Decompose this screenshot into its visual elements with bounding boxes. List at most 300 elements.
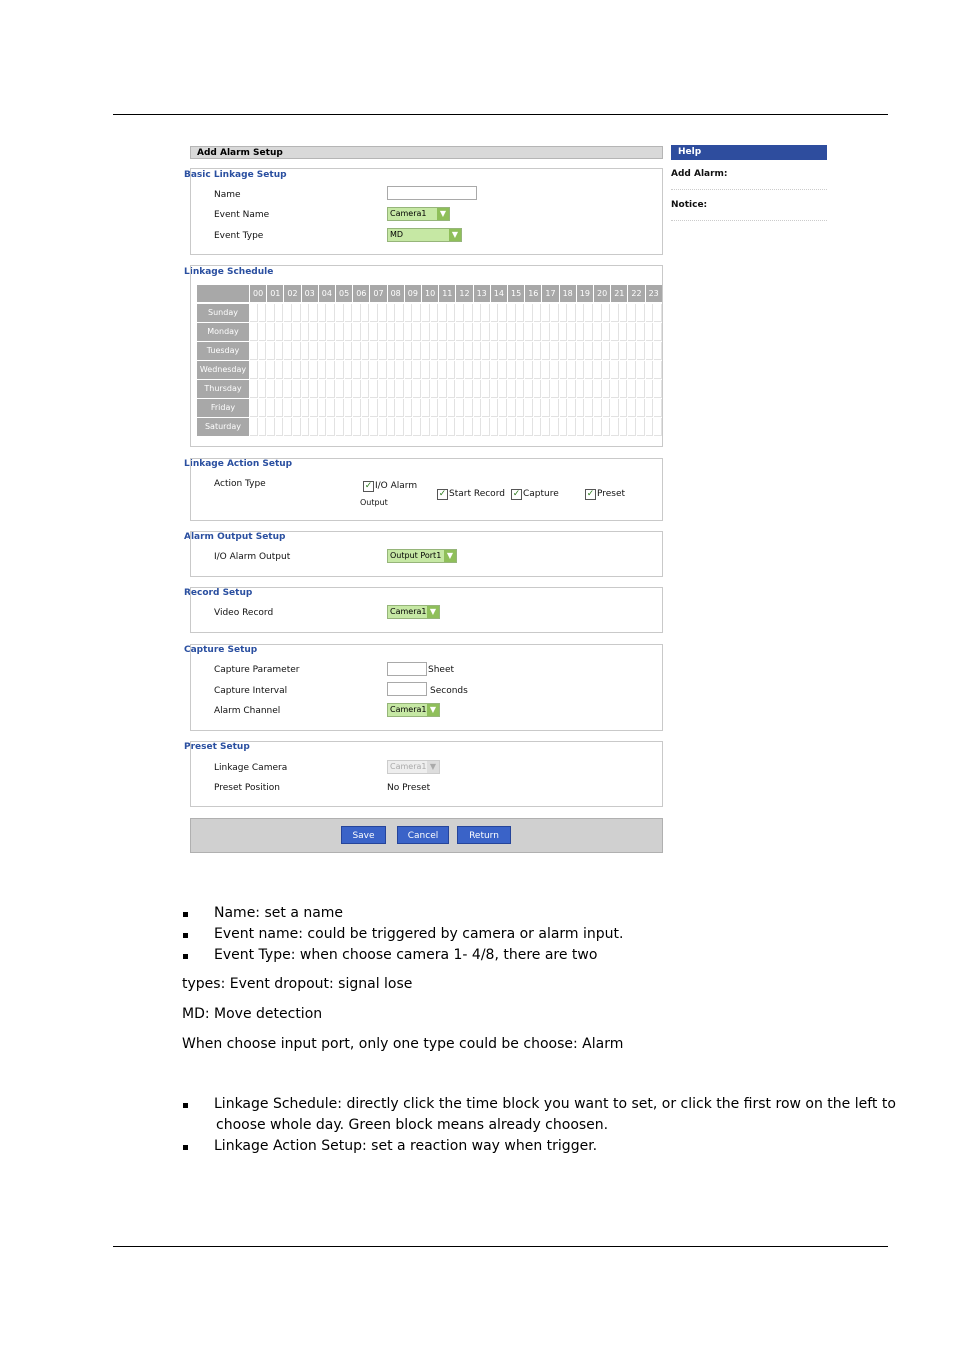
schedule-slot[interactable]	[646, 361, 654, 379]
schedule-slot[interactable]	[491, 323, 499, 341]
schedule-slot[interactable]	[542, 399, 550, 417]
cancel-button[interactable]: Cancel	[397, 826, 449, 844]
schedule-slot[interactable]	[611, 418, 619, 436]
schedule-slot[interactable]	[534, 342, 542, 360]
schedule-hour-header[interactable]: 01	[267, 285, 283, 302]
schedule-slot[interactable]	[405, 361, 413, 379]
schedule-slot[interactable]	[577, 323, 585, 341]
schedule-slot[interactable]	[603, 399, 611, 417]
schedule-slot[interactable]	[302, 304, 310, 322]
schedule-slot[interactable]	[250, 418, 258, 436]
schedule-slot[interactable]	[499, 323, 507, 341]
schedule-hour-header[interactable]: 17	[542, 285, 558, 302]
schedule-slot[interactable]	[293, 361, 301, 379]
schedule-slot[interactable]	[422, 380, 430, 398]
schedule-slot[interactable]	[551, 361, 559, 379]
schedule-slot[interactable]	[388, 361, 396, 379]
schedule-slot[interactable]	[448, 342, 456, 360]
schedule-slot[interactable]	[345, 304, 353, 322]
schedule-slot[interactable]	[465, 361, 473, 379]
schedule-slot[interactable]	[388, 380, 396, 398]
schedule-slot[interactable]	[517, 380, 525, 398]
schedule-slot[interactable]	[353, 380, 361, 398]
schedule-slot[interactable]	[250, 342, 258, 360]
schedule-slot[interactable]	[379, 342, 387, 360]
schedule-slot[interactable]	[542, 304, 550, 322]
schedule-hour-header[interactable]: 04	[319, 285, 335, 302]
schedule-slot[interactable]	[310, 380, 318, 398]
schedule-slot[interactable]	[284, 399, 292, 417]
schedule-slot[interactable]	[448, 380, 456, 398]
schedule-slot[interactable]	[293, 399, 301, 417]
schedule-slot[interactable]	[370, 342, 378, 360]
schedule-slot[interactable]	[474, 380, 482, 398]
schedule-slot[interactable]	[603, 323, 611, 341]
schedule-slot[interactable]	[508, 399, 516, 417]
schedule-slot[interactable]	[439, 304, 447, 322]
schedule-slot[interactable]	[560, 380, 568, 398]
schedule-slot[interactable]	[327, 304, 335, 322]
schedule-slot[interactable]	[525, 418, 533, 436]
schedule-slot[interactable]	[405, 323, 413, 341]
schedule-slot[interactable]	[319, 342, 327, 360]
schedule-slot[interactable]	[603, 418, 611, 436]
schedule-slot[interactable]	[388, 323, 396, 341]
schedule-slot[interactable]	[370, 361, 378, 379]
schedule-slot[interactable]	[284, 361, 292, 379]
schedule-day-wednesday[interactable]: Wednesday	[197, 361, 249, 379]
schedule-slot[interactable]	[396, 304, 404, 322]
schedule-slot[interactable]	[327, 342, 335, 360]
schedule-slot[interactable]	[525, 399, 533, 417]
schedule-slot[interactable]	[474, 323, 482, 341]
schedule-slot[interactable]	[276, 418, 284, 436]
schedule-slot[interactable]	[517, 304, 525, 322]
schedule-slot[interactable]	[482, 342, 490, 360]
schedule-slot[interactable]	[603, 361, 611, 379]
schedule-slot[interactable]	[628, 380, 636, 398]
schedule-slot[interactable]	[310, 418, 318, 436]
schedule-slot[interactable]	[379, 418, 387, 436]
io-alarm-output-select[interactable]	[387, 549, 457, 563]
schedule-slot[interactable]	[646, 323, 654, 341]
schedule-slot[interactable]	[499, 361, 507, 379]
schedule-slot[interactable]	[345, 323, 353, 341]
schedule-slot[interactable]	[542, 323, 550, 341]
schedule-slot[interactable]	[551, 323, 559, 341]
schedule-slot[interactable]	[405, 399, 413, 417]
schedule-hour-header[interactable]: 13	[474, 285, 490, 302]
schedule-slot[interactable]	[637, 380, 645, 398]
schedule-slot[interactable]	[276, 361, 284, 379]
schedule-slot[interactable]	[302, 323, 310, 341]
schedule-slot[interactable]	[542, 361, 550, 379]
schedule-slot[interactable]	[284, 323, 292, 341]
schedule-slot[interactable]	[585, 304, 593, 322]
schedule-slot[interactable]	[465, 323, 473, 341]
schedule-slot[interactable]	[646, 399, 654, 417]
schedule-slot[interactable]	[413, 342, 421, 360]
schedule-hour-header[interactable]: 22	[628, 285, 644, 302]
schedule-slot[interactable]	[491, 380, 499, 398]
schedule-slot[interactable]	[585, 380, 593, 398]
schedule-slot[interactable]	[654, 304, 662, 322]
schedule-slot[interactable]	[525, 304, 533, 322]
schedule-slot[interactable]	[585, 399, 593, 417]
schedule-day-sunday[interactable]: Sunday	[197, 304, 249, 322]
schedule-slot[interactable]	[259, 304, 267, 322]
schedule-slot[interactable]	[534, 399, 542, 417]
schedule-slot[interactable]	[413, 304, 421, 322]
schedule-slot[interactable]	[654, 342, 662, 360]
schedule-slot[interactable]	[293, 342, 301, 360]
schedule-slot[interactable]	[456, 399, 464, 417]
schedule-slot[interactable]	[302, 380, 310, 398]
schedule-slot[interactable]	[293, 323, 301, 341]
schedule-slot[interactable]	[620, 399, 628, 417]
schedule-slot[interactable]	[482, 304, 490, 322]
schedule-slot[interactable]	[327, 323, 335, 341]
schedule-slot[interactable]	[379, 361, 387, 379]
schedule-slot[interactable]	[568, 380, 576, 398]
schedule-slot[interactable]	[276, 399, 284, 417]
schedule-slot[interactable]	[542, 418, 550, 436]
schedule-slot[interactable]	[542, 380, 550, 398]
schedule-slot[interactable]	[646, 380, 654, 398]
schedule-slot[interactable]	[628, 361, 636, 379]
schedule-slot[interactable]	[499, 418, 507, 436]
schedule-slot[interactable]	[611, 380, 619, 398]
schedule-slot[interactable]	[293, 418, 301, 436]
schedule-slot[interactable]	[465, 380, 473, 398]
schedule-slot[interactable]	[336, 380, 344, 398]
schedule-slot[interactable]	[620, 361, 628, 379]
schedule-slot[interactable]	[345, 418, 353, 436]
schedule-slot[interactable]	[370, 323, 378, 341]
schedule-hour-header[interactable]: 18	[560, 285, 576, 302]
schedule-slot[interactable]	[560, 361, 568, 379]
schedule-slot[interactable]	[568, 399, 576, 417]
schedule-slot[interactable]	[474, 304, 482, 322]
schedule-hour-header[interactable]: 14	[491, 285, 507, 302]
schedule-slot[interactable]	[568, 304, 576, 322]
schedule-slot[interactable]	[585, 342, 593, 360]
schedule-slot[interactable]	[482, 380, 490, 398]
schedule-slot[interactable]	[422, 418, 430, 436]
schedule-slot[interactable]	[482, 399, 490, 417]
schedule-slot[interactable]	[456, 323, 464, 341]
schedule-slot[interactable]	[628, 418, 636, 436]
schedule-slot[interactable]	[267, 361, 275, 379]
schedule-slot[interactable]	[362, 361, 370, 379]
schedule-slot[interactable]	[396, 380, 404, 398]
schedule-slot[interactable]	[482, 418, 490, 436]
schedule-slot[interactable]	[577, 361, 585, 379]
schedule-slot[interactable]	[508, 361, 516, 379]
schedule-slot[interactable]	[594, 380, 602, 398]
schedule-slot[interactable]	[396, 399, 404, 417]
schedule-slot[interactable]	[654, 323, 662, 341]
schedule-slot[interactable]	[611, 399, 619, 417]
schedule-slot[interactable]	[267, 342, 275, 360]
schedule-slot[interactable]	[379, 380, 387, 398]
schedule-slot[interactable]	[508, 304, 516, 322]
schedule-slot[interactable]	[585, 361, 593, 379]
event-type-select[interactable]	[387, 228, 462, 242]
schedule-slot[interactable]	[405, 380, 413, 398]
schedule-slot[interactable]	[405, 418, 413, 436]
schedule-slot[interactable]	[517, 323, 525, 341]
capture-checkbox[interactable]: ✓	[512, 489, 521, 499]
schedule-slot[interactable]	[525, 323, 533, 341]
schedule-slot[interactable]	[259, 361, 267, 379]
schedule-slot[interactable]	[611, 304, 619, 322]
schedule-day-tuesday[interactable]: Tuesday	[197, 342, 249, 360]
schedule-slot[interactable]	[594, 399, 602, 417]
schedule-hour-header[interactable]: 03	[302, 285, 318, 302]
schedule-slot[interactable]	[405, 304, 413, 322]
schedule-slot[interactable]	[646, 418, 654, 436]
schedule-slot[interactable]	[560, 399, 568, 417]
schedule-slot[interactable]	[379, 323, 387, 341]
schedule-slot[interactable]	[250, 380, 258, 398]
schedule-slot[interactable]	[310, 323, 318, 341]
schedule-hour-header[interactable]: 16	[525, 285, 541, 302]
schedule-slot[interactable]	[439, 399, 447, 417]
schedule-slot[interactable]	[620, 323, 628, 341]
schedule-slot[interactable]	[362, 418, 370, 436]
video-record-select[interactable]	[387, 605, 440, 619]
capture-param-input[interactable]	[387, 662, 427, 676]
schedule-hour-header[interactable]: 12	[456, 285, 472, 302]
schedule-slot[interactable]	[362, 399, 370, 417]
schedule-slot[interactable]	[353, 361, 361, 379]
schedule-slot[interactable]	[362, 342, 370, 360]
schedule-slot[interactable]	[319, 304, 327, 322]
schedule-hour-header[interactable]: 07	[370, 285, 386, 302]
schedule-slot[interactable]	[465, 342, 473, 360]
schedule-slot[interactable]	[465, 399, 473, 417]
schedule-slot[interactable]	[637, 399, 645, 417]
io-alarm-checkbox[interactable]: ✓	[364, 481, 373, 491]
schedule-slot[interactable]	[456, 380, 464, 398]
schedule-slot[interactable]	[499, 380, 507, 398]
schedule-slot[interactable]	[620, 342, 628, 360]
schedule-slot[interactable]	[628, 342, 636, 360]
schedule-slot[interactable]	[508, 323, 516, 341]
schedule-slot[interactable]	[259, 323, 267, 341]
schedule-slot[interactable]	[422, 342, 430, 360]
schedule-slot[interactable]	[517, 399, 525, 417]
schedule-slot[interactable]	[439, 361, 447, 379]
schedule-slot[interactable]	[396, 361, 404, 379]
schedule-slot[interactable]	[465, 418, 473, 436]
schedule-slot[interactable]	[637, 418, 645, 436]
schedule-slot[interactable]	[422, 399, 430, 417]
schedule-slot[interactable]	[431, 399, 439, 417]
schedule-slot[interactable]	[293, 380, 301, 398]
schedule-slot[interactable]	[259, 380, 267, 398]
schedule-hour-header[interactable]: 06	[353, 285, 369, 302]
schedule-slot[interactable]	[413, 399, 421, 417]
schedule-slot[interactable]	[336, 304, 344, 322]
schedule-slot[interactable]	[310, 361, 318, 379]
schedule-slot[interactable]	[345, 399, 353, 417]
schedule-slot[interactable]	[302, 418, 310, 436]
schedule-slot[interactable]	[345, 361, 353, 379]
schedule-slot[interactable]	[276, 380, 284, 398]
schedule-slot[interactable]	[388, 418, 396, 436]
schedule-slot[interactable]	[336, 399, 344, 417]
schedule-slot[interactable]	[405, 342, 413, 360]
preset-checkbox[interactable]: ✓	[586, 489, 595, 499]
schedule-slot[interactable]	[611, 323, 619, 341]
schedule-slot[interactable]	[620, 418, 628, 436]
alarm-channel-select[interactable]	[387, 703, 440, 717]
schedule-slot[interactable]	[353, 418, 361, 436]
schedule-slot[interactable]	[413, 323, 421, 341]
schedule-slot[interactable]	[508, 342, 516, 360]
schedule-slot[interactable]	[508, 380, 516, 398]
schedule-slot[interactable]	[568, 361, 576, 379]
schedule-slot[interactable]	[474, 361, 482, 379]
schedule-slot[interactable]	[534, 380, 542, 398]
schedule-slot[interactable]	[491, 304, 499, 322]
schedule-slot[interactable]	[474, 342, 482, 360]
schedule-slot[interactable]	[439, 323, 447, 341]
schedule-slot[interactable]	[327, 361, 335, 379]
schedule-slot[interactable]	[517, 418, 525, 436]
schedule-slot[interactable]	[413, 380, 421, 398]
schedule-slot[interactable]	[551, 342, 559, 360]
schedule-slot[interactable]	[482, 361, 490, 379]
save-button[interactable]: Save	[341, 826, 386, 844]
schedule-slot[interactable]	[276, 323, 284, 341]
schedule-slot[interactable]	[448, 323, 456, 341]
schedule-slot[interactable]	[525, 361, 533, 379]
schedule-slot[interactable]	[250, 323, 258, 341]
schedule-slot[interactable]	[491, 418, 499, 436]
schedule-slot[interactable]	[413, 361, 421, 379]
schedule-slot[interactable]	[319, 418, 327, 436]
schedule-slot[interactable]	[267, 304, 275, 322]
schedule-slot[interactable]	[302, 399, 310, 417]
schedule-slot[interactable]	[353, 342, 361, 360]
schedule-slot[interactable]	[267, 418, 275, 436]
schedule-slot[interactable]	[388, 399, 396, 417]
schedule-slot[interactable]	[284, 342, 292, 360]
schedule-slot[interactable]	[542, 342, 550, 360]
schedule-slot[interactable]	[568, 342, 576, 360]
schedule-day-thursday[interactable]: Thursday	[197, 380, 249, 398]
schedule-slot[interactable]	[362, 380, 370, 398]
schedule-slot[interactable]	[637, 323, 645, 341]
schedule-slot[interactable]	[439, 380, 447, 398]
schedule-slot[interactable]	[431, 304, 439, 322]
schedule-slot[interactable]	[517, 342, 525, 360]
schedule-slot[interactable]	[628, 399, 636, 417]
schedule-slot[interactable]	[534, 418, 542, 436]
schedule-slot[interactable]	[259, 342, 267, 360]
schedule-slot[interactable]	[568, 323, 576, 341]
schedule-slot[interactable]	[431, 418, 439, 436]
schedule-slot[interactable]	[525, 380, 533, 398]
event-name-select[interactable]	[387, 207, 450, 221]
schedule-slot[interactable]	[431, 361, 439, 379]
schedule-slot[interactable]	[594, 342, 602, 360]
schedule-slot[interactable]	[319, 380, 327, 398]
schedule-slot[interactable]	[448, 399, 456, 417]
schedule-slot[interactable]	[345, 380, 353, 398]
schedule-slot[interactable]	[396, 342, 404, 360]
schedule-slot[interactable]	[646, 342, 654, 360]
schedule-hour-header[interactable]: 15	[508, 285, 524, 302]
schedule-slot[interactable]	[327, 380, 335, 398]
schedule-slot[interactable]	[637, 342, 645, 360]
schedule-slot[interactable]	[336, 323, 344, 341]
schedule-slot[interactable]	[267, 323, 275, 341]
schedule-slot[interactable]	[319, 399, 327, 417]
schedule-slot[interactable]	[310, 399, 318, 417]
schedule-slot[interactable]	[422, 361, 430, 379]
schedule-slot[interactable]	[517, 361, 525, 379]
schedule-slot[interactable]	[310, 342, 318, 360]
schedule-slot[interactable]	[319, 323, 327, 341]
schedule-slot[interactable]	[276, 342, 284, 360]
schedule-slot[interactable]	[646, 304, 654, 322]
schedule-slot[interactable]	[654, 418, 662, 436]
schedule-slot[interactable]	[620, 380, 628, 398]
schedule-slot[interactable]	[603, 380, 611, 398]
schedule-slot[interactable]	[431, 342, 439, 360]
schedule-slot[interactable]	[353, 304, 361, 322]
schedule-slot[interactable]	[577, 304, 585, 322]
schedule-slot[interactable]	[491, 361, 499, 379]
schedule-slot[interactable]	[594, 323, 602, 341]
schedule-hour-header[interactable]: 10	[422, 285, 438, 302]
schedule-slot[interactable]	[448, 304, 456, 322]
schedule-slot[interactable]	[250, 361, 258, 379]
schedule-hour-header[interactable]: 21	[611, 285, 627, 302]
schedule-hour-header[interactable]: 20	[594, 285, 610, 302]
schedule-slot[interactable]	[508, 418, 516, 436]
schedule-slot[interactable]	[594, 361, 602, 379]
schedule-slot[interactable]	[534, 304, 542, 322]
schedule-slot[interactable]	[637, 361, 645, 379]
schedule-slot[interactable]	[577, 399, 585, 417]
schedule-day-monday[interactable]: Monday	[197, 323, 249, 341]
schedule-slot[interactable]	[577, 342, 585, 360]
schedule-hour-header[interactable]: 09	[405, 285, 421, 302]
schedule-slot[interactable]	[491, 399, 499, 417]
schedule-slot[interactable]	[456, 304, 464, 322]
schedule-slot[interactable]	[654, 361, 662, 379]
schedule-slot[interactable]	[396, 323, 404, 341]
schedule-slot[interactable]	[654, 399, 662, 417]
schedule-slot[interactable]	[560, 304, 568, 322]
schedule-hour-header[interactable]: 00	[250, 285, 266, 302]
schedule-slot[interactable]	[611, 342, 619, 360]
schedule-slot[interactable]	[448, 418, 456, 436]
schedule-slot[interactable]	[551, 380, 559, 398]
schedule-slot[interactable]	[250, 304, 258, 322]
schedule-slot[interactable]	[284, 380, 292, 398]
schedule-slot[interactable]	[603, 342, 611, 360]
return-button[interactable]: Return	[457, 826, 511, 844]
schedule-slot[interactable]	[379, 304, 387, 322]
schedule-slot[interactable]	[422, 304, 430, 322]
schedule-slot[interactable]	[568, 418, 576, 436]
